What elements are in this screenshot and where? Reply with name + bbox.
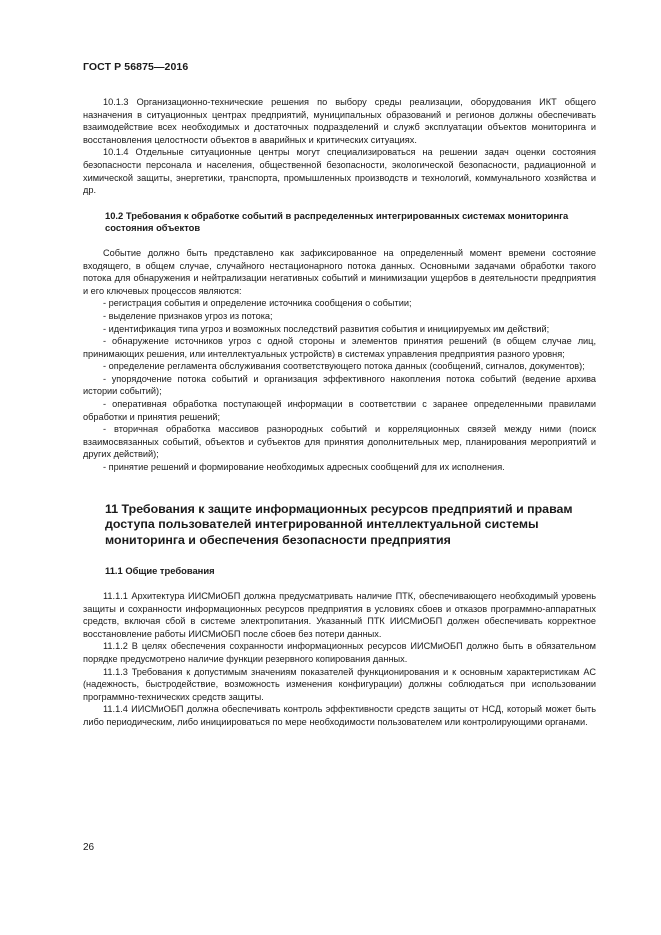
list-item: - обнаружение источников угроз с одной стороны и элементов принятия решений (в общем случае лиц, принимающих решения, или интеллектуальных устройств) в системах управления предприятия разного уровня; (83, 336, 596, 359)
list-item: - упорядочение потока событий и организация эффективного накопления потока событий (ведение архива истории событий); (83, 373, 596, 397)
section-heading-11: 11 Требования к защите информационных ресурсов предприятий и правам доступа пользователей интегрированной интеллектуальной системы мониторинга и обеспечения безопасности предприятия (105, 501, 573, 547)
list-item: - регистрация события и определение источника сообщения о событии; (103, 298, 412, 309)
paragraph-11-1-4: 11.1.4 ИИСМиОБП должна обеспечивать контроль эффективности средств защиты от НСД, который может быть либо периодическим, либо инициироваться по мере необходимости пользователем или контролирующими органами. (83, 704, 596, 727)
list-item: - принятие решений и формирование необходимых адресных сообщений для их исполнения. (103, 462, 505, 473)
paragraph-10-2-intro: Событие должно быть представлено как зафиксированное на определенный момент времени состояние входящего, в общем случае, случайного нестационарного потока данных. Основными задачами обработки такого потока для обнаружения и нейтрализации негативных событий и минимизации ущербов в деятельности предприятия и его ключевых процессов являются: (83, 247, 596, 296)
paragraph-10-1-3: 10.1.3 Организационно-технические решения по выбору среды реализации, оборудования ИКТ общего назначения в ситуационных центрах предприятий, муниципальных образований и регионов должны обеспечивать взаимодействие всех необходимых и достаточных подразделений и служб эксплуатации объектов мониторинга и восстановления целостности объектов в аварийных и критических ситуациях. (83, 97, 596, 145)
list-item: - вторичная обработка массивов разнородных событий и корреляционных связей между ними (поиск взаимосвязанных событий, объектов и субъектов для принятия дополнительных мер, планирования мероприятий и других действий); (83, 424, 596, 460)
list-item: - определение регламента обслуживания соответствующего потока данных (сообщений, сигналов, документов); (103, 361, 585, 372)
paragraph-10-1-4: 10.1.4 Отдельные ситуационные центры могут специализироваться на решении задач оценки состояния безопасности персонала и населения, общественной безопасности, экологической безопасности, радиационной и химической защиты, энергетики, транспорта, промышленных производств и технологий, коммунального хозяйства и др. (83, 147, 596, 196)
page-number: 26 (83, 842, 95, 853)
list-item: - идентификация типа угроз и возможных последствий развития события и инициируемых им действий; (103, 323, 550, 334)
section-heading-10-2: 10.2 Требования к обработке событий в распределенных интегрированных системах мониторинга состояния объектов (105, 209, 569, 234)
list-item: - выделение признаков угроз из потока; (103, 310, 273, 321)
section-heading-11-1: 11.1 Общие требования (105, 565, 215, 577)
paragraph-11-1-2: 11.1.2 В целях обеспечения сохранности информационных ресурсов ИИСМиОБП должно быть в обязательном порядке предусмотрено наличие функции резервного копирования данных. (83, 641, 596, 664)
document-header: ГОСТ Р 56875—2016 (83, 61, 189, 73)
document-body (83, 96, 596, 729)
paragraph-11-1-1: 11.1.1 Архитектура ИИСМиОБП должна предусматривать наличие ПТК, обеспечивающего необходимый уровень защиты и сохранности информационных ресурсов предприятия в условиях сбоев и отказов программно-аппаратных средств, включая сбой в системе электропитания. Указанный ПТК ИИСМиОБП должен обеспечивать корректное восстановление работы ИИСМиОБП после сбоев без потери данных. (83, 591, 596, 639)
paragraph-11-1-3: 11.1.3 Требования к допустимым значениям показателей функционирования и к основным характеристикам АС (надежность, быстродействие, возможность изменения конфигурации) должны соблюдаться при использовании программно-технических средств защиты. (83, 666, 596, 702)
list-item: - оперативная обработка поступающей информации в соответствии с заранее определенными правилами обработки и принятия решений; (83, 399, 596, 422)
